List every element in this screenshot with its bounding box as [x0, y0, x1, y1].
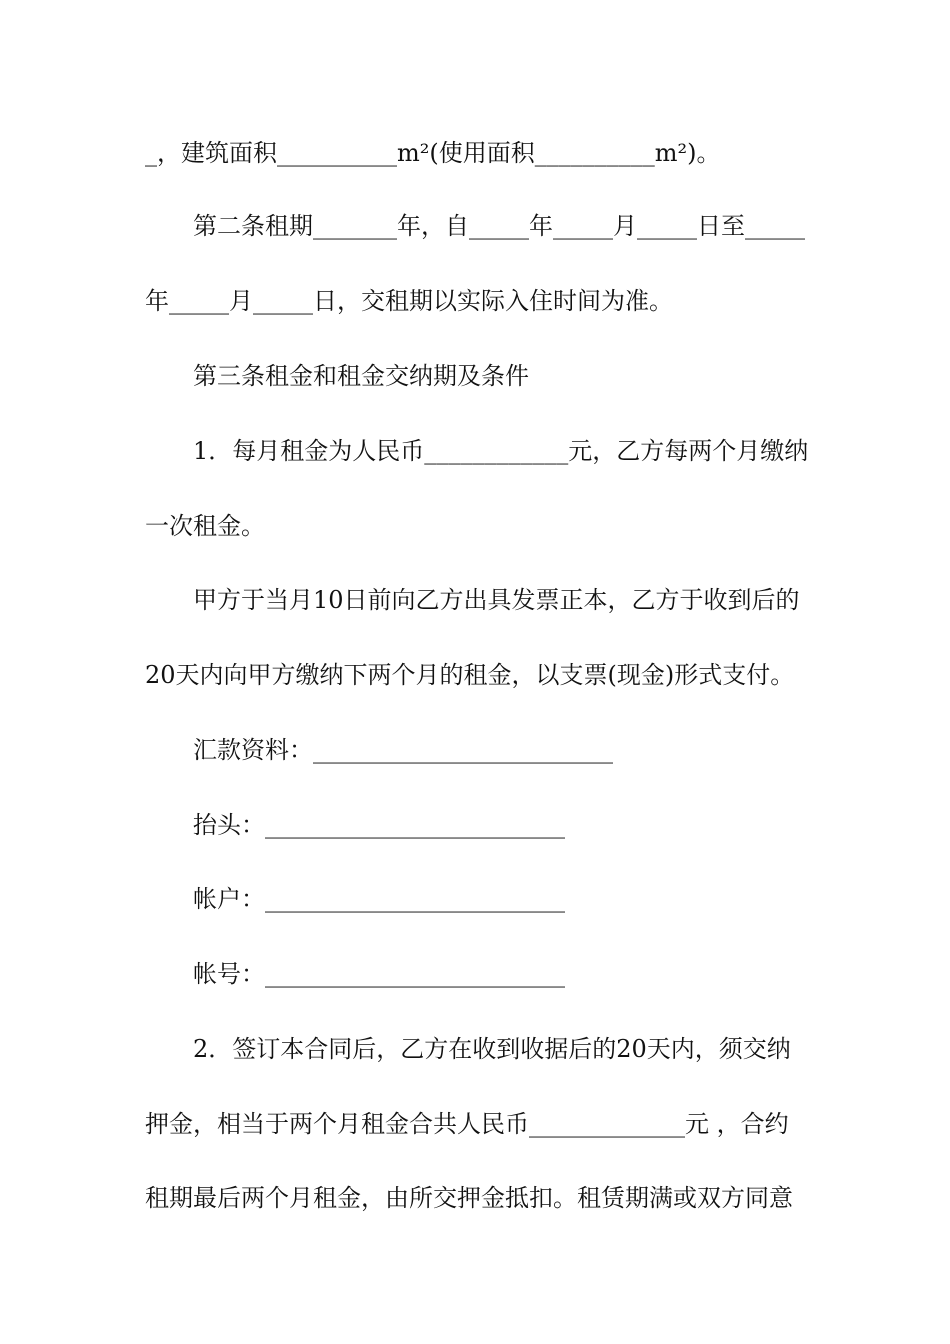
paragraph-line-deposit-cont: 押金，相当于两个月租金合共人民币_____________元 ，合约 — [145, 1110, 789, 1138]
section-heading-rent: 第三条租金和租金交纳期及条件 — [193, 362, 529, 390]
field-payee-title: 抬头：_________________________ — [193, 811, 565, 839]
paragraph-line-lease-term: 第二条租期_______年，自_____年_____月_____日至_____ — [193, 212, 805, 240]
field-remittance-info: 汇款资料：_________________________ — [193, 736, 613, 764]
paragraph-line-lease-term-cont: 年_____月_____日，交租期以实际入住时间为准。 — [145, 287, 673, 315]
paragraph-line-monthly-rent-cont: 一次租金。 — [145, 512, 265, 540]
paragraph-line-invoice-cont: 20天内向甲方缴纳下两个月的租金，以支票(现金)形式支付。 — [145, 661, 795, 689]
field-account-number: 帐号：_________________________ — [193, 960, 565, 988]
paragraph-line-monthly-rent: 1．每月租金为人民币____________元，乙方每两个月缴纳 — [193, 437, 809, 465]
paragraph-line-deposit-cont-2: 租期最后两个月租金，由所交押金抵扣。租赁期满或双方同意 — [145, 1184, 793, 1212]
field-account-name: 帐户：_________________________ — [193, 885, 565, 913]
paragraph-line-invoice: 甲方于当月10日前向乙方出具发票正本，乙方于收到后的 — [193, 586, 800, 614]
paragraph-line-area: _，建筑面积__________m²(使用面积__________m²)。 — [145, 139, 721, 167]
paragraph-line-deposit: 2．签订本合同后，乙方在收到收据后的20天内，须交纳 — [193, 1035, 791, 1063]
